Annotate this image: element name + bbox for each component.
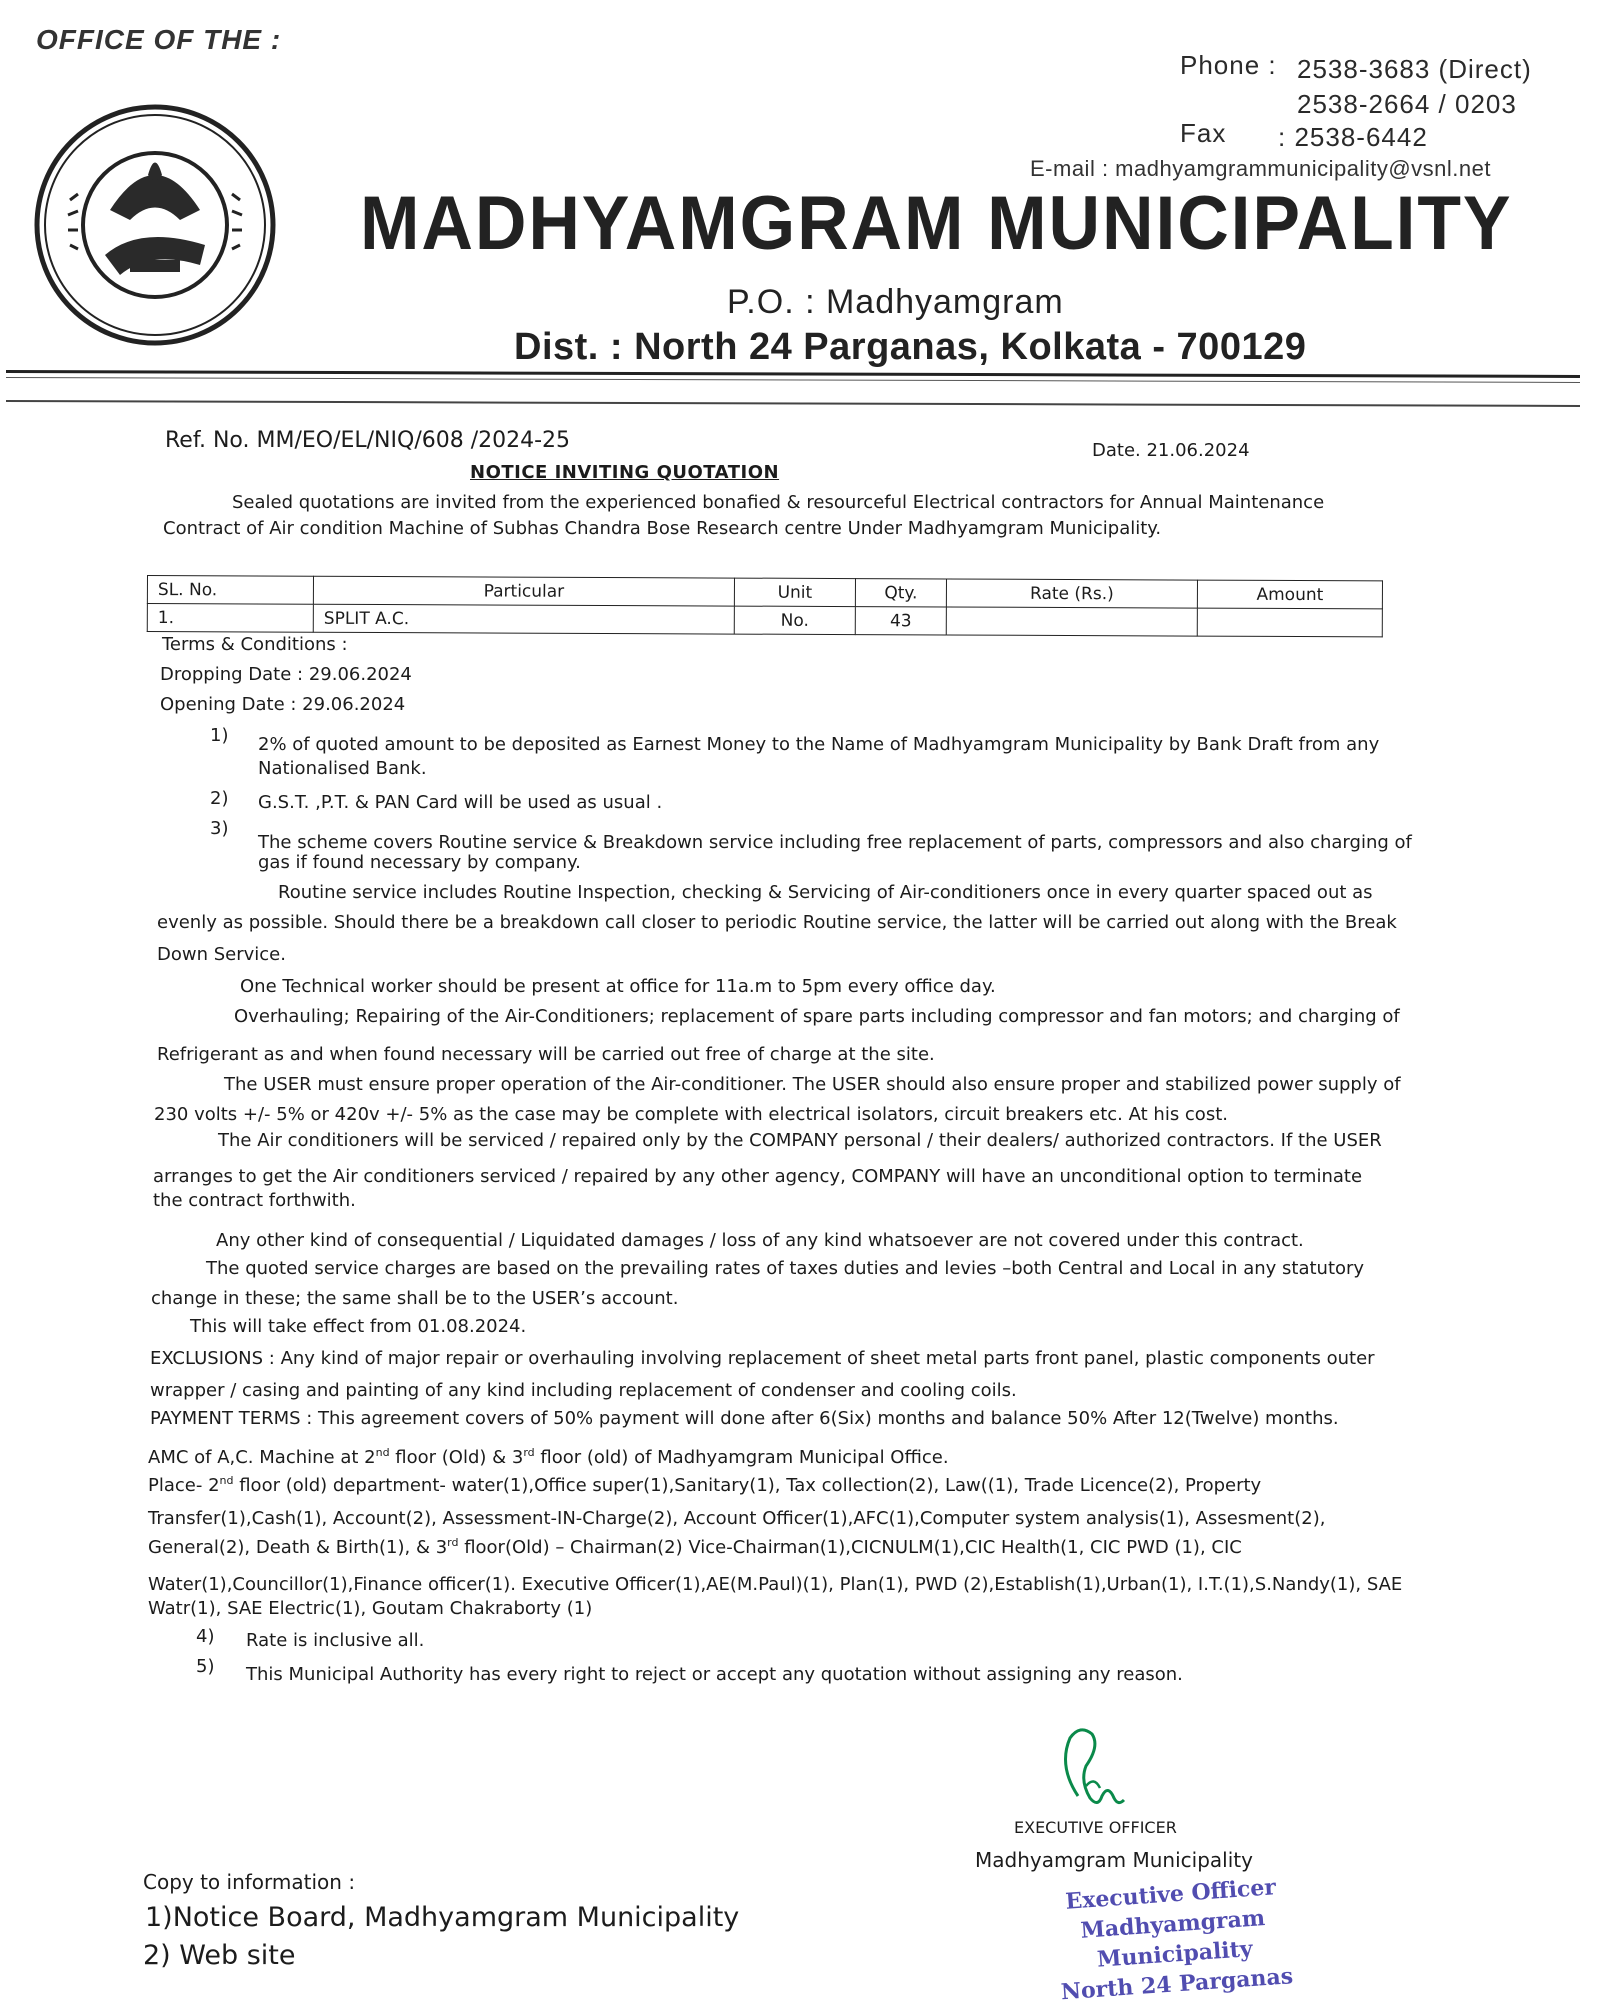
term-4: Rate is inclusive all. (246, 1630, 425, 1651)
term-number: 3) (210, 818, 229, 839)
damages-clause: Any other kind of consequential / Liquidated damages / loss of any kind whatsoever are not covered under this contract. (216, 1230, 1304, 1251)
stamp-line-3: North 24 Parganas (1060, 1963, 1294, 2006)
place-line-4: Water(1),Councillor(1),Finance officer(1). Executive Officer(1),AE(M.Paul)(1), Plan(1), PWD (2),Establish(1),Urban(1), I.T.(1),S.Nandy(1), SAE (148, 1574, 1403, 1595)
header-divider-thin (6, 377, 1580, 383)
copy-line-2: 2) Web site (143, 1940, 296, 1971)
table-header-qty: Qty. (855, 579, 946, 607)
term-number: 1) (210, 725, 229, 746)
post-office: P.O. : Madhyamgram (727, 283, 1064, 321)
place-text-a: Place- 2 (148, 1475, 220, 1496)
reference-number: Ref. No. MM/EO/EL/NIQ/608 /2024-25 (165, 428, 571, 453)
term-1-line-1: 2% of quoted amount to be deposited as Earnest Money to the Name of Madhyamgram Municipality by Bank Draft from any (258, 734, 1380, 755)
copy-heading: Copy to information : (143, 1870, 356, 1894)
term-number: 4) (196, 1626, 215, 1647)
table-header-particular: Particular (313, 576, 734, 606)
place-line-1 (148, 1474, 1261, 1496)
serviced-line-1: The Air conditioners will be serviced / repaired only by the COMPANY personal / their dealers/ authorized contractors. If the USER (218, 1130, 1382, 1151)
table-cell-unit: No. (734, 606, 855, 635)
email-address: E-mail : madhyamgrammunicipality@vsnl.net (1030, 156, 1491, 181)
signature-mark-icon (1050, 1726, 1130, 1816)
place-line-5: Watr(1), SAE Electric(1), Goutam Chakraborty (1) (148, 1598, 593, 1619)
table-cell-slno: 1. (147, 604, 313, 633)
table-cell-particular: SPLIT A.C. (313, 604, 734, 634)
signature-organization: Madhyamgram Municipality (975, 1848, 1253, 1872)
term-number: 2) (210, 788, 229, 809)
header-divider-lower (6, 400, 1580, 407)
amc-text-a: AMC of A,C. Machine at 2 (148, 1447, 376, 1468)
user-line-2: 230 volts +/- 5% or 420v +/- 5% as the case may be complete with electrical isolators, circuit breakers etc. At his cost. (154, 1104, 1228, 1125)
office-of-label: OFFICE OF THE : (36, 24, 282, 55)
place-line-2: Transfer(1),Cash(1), Account(2), Assessment-IN-Charge(2), Account Officer(1),AFC(1),Computer system analysis(1), Assesment(2), (148, 1508, 1326, 1529)
copy-line-1: 1)Notice Board, Madhyamgram Municipality (145, 1902, 740, 1933)
amc-text-c: floor (old) of Madhyamgram Municipal Office. (534, 1447, 949, 1468)
stamp-line-1: Executive Officer (1064, 1874, 1277, 1915)
routine-line-1: Routine service includes Routine Inspection, checking & Servicing of Air-conditioners once in every quarter spaced out as (278, 882, 1373, 903)
amc-location (148, 1446, 949, 1468)
term-5: This Municipal Authority has every right to reject or accept any quotation without assigning any reason. (246, 1664, 1183, 1685)
place-3-sup: rd (447, 1536, 459, 1549)
intro-line-1: Sealed quotations are invited from the experienced bonafied & resourceful Electrical contractors for Annual Maintenance (232, 492, 1325, 513)
table-header-amount: Amount (1197, 580, 1382, 609)
routine-line-2: evenly as possible. Should there be a breakdown call closer to periodic Routine service, the latter will be carried out along with the Break (157, 912, 1397, 933)
official-stamp (1020, 1869, 1328, 2010)
terms-heading: Terms & Conditions : (162, 634, 348, 655)
table-cell-amount (1197, 608, 1382, 637)
amc-sup-1: nd (375, 1446, 390, 1459)
municipality-seal-icon (30, 100, 280, 350)
opening-date: Opening Date : 29.06.2024 (160, 694, 406, 715)
amc-text-b: floor (Old) & 3 (389, 1447, 524, 1468)
table-cell-qty: 43 (855, 607, 946, 635)
dropping-date: Dropping Date : 29.06.2024 (160, 664, 412, 685)
table-row (147, 604, 1382, 637)
effective-date: This will take effect from 01.08.2024. (190, 1316, 527, 1337)
charges-line-2: change in these; the same shall be to the USER’s account. (151, 1288, 679, 1309)
phone-secondary: 2538-2664 / 0203 (1297, 89, 1517, 119)
table-header-unit: Unit (734, 578, 855, 607)
place-text-b: floor (old) department- water(1),Office super(1),Sanitary(1), Tax collection(2), Law((1), Trade Licence(2), Property (233, 1475, 1262, 1496)
quotation-table (147, 575, 1383, 637)
term-1-line-2: Nationalised Bank. (258, 758, 427, 779)
fax-label: Fax (1180, 118, 1227, 148)
technical-worker: One Technical worker should be present at office for 11a.m to 5pm every office day. (240, 976, 996, 997)
intro-line-2: Contract of Air condition Machine of Subhas Chandra Bose Research centre Under Madhyamgram Municipality. (163, 518, 1162, 539)
serviced-line-2: arranges to get the Air conditioners serviced / repaired by any other agency, COMPANY will have an unconditional option to terminate (153, 1166, 1363, 1187)
stamp-line-2: Madhyamgram Municipality (1079, 1905, 1266, 1973)
routine-line-3: Down Service. (157, 944, 286, 965)
executive-officer-title: EXECUTIVE OFFICER (1014, 1818, 1177, 1837)
place-3-text-b: floor(Old) – Chairman(2) Vice-Chairman(1),CICNULM(1),CIC Health(1, CIC PWD (1), CIC (458, 1537, 1242, 1558)
notice-heading: NOTICE INVITING QUOTATION (470, 462, 780, 483)
charges-line-1: The quoted service charges are based on the prevailing rates of taxes duties and levies –both Central and Local in any statutory (206, 1258, 1365, 1279)
overhaul-line-1: Overhauling; Repairing of the Air-Conditioners; replacement of spare parts including compressor and fan motors; and charging of (234, 1006, 1400, 1027)
user-line-1: The USER must ensure proper operation of the Air-conditioner. The USER should also ensure proper and stabilized power supply of (224, 1074, 1401, 1095)
payment-terms: PAYMENT TERMS : This agreement covers of 50% payment will done after 6(Six) months and balance 50% After 12(Twelve) months. (150, 1408, 1339, 1429)
amc-sup-2: rd (523, 1446, 535, 1459)
fax-value: : 2538-6442 (1278, 122, 1428, 152)
term-3-line-2: gas if found necessary by company. (258, 852, 581, 873)
place-sup: nd (219, 1474, 234, 1487)
term-2-line-1: G.S.T. ,P.T. & PAN Card will be used as usual . (258, 792, 663, 813)
place-3-text-a: General(2), Death & Birth(1), & 3 (148, 1537, 448, 1558)
exclusions-line-1: EXCLUSIONS : Any kind of major repair or overhauling involving replacement of sheet metal parts front panel, plastic components outer (150, 1348, 1375, 1369)
term-number: 5) (196, 1656, 215, 1677)
serviced-line-3: the contract forthwith. (153, 1190, 356, 1211)
overhaul-line-2: Refrigerant as and when found necessary will be carried out free of charge at the site. (157, 1044, 935, 1065)
municipality-name: MADHYAMGRAM MUNICIPALITY (360, 181, 1513, 266)
term-3-line-1: The scheme covers Routine service & Breakdown service including free replacement of parts, compressors and also charging of (258, 832, 1412, 853)
exclusions-line-2: wrapper / casing and painting of any kind including replacement of condenser and cooling coils. (150, 1380, 1017, 1401)
phone-direct: 2538-3683 (Direct) (1297, 54, 1532, 84)
table-header-slno: SL. No. (147, 576, 313, 605)
notice-date: Date. 21.06.2024 (1092, 440, 1250, 461)
phone-label: Phone : (1180, 50, 1277, 80)
table-cell-rate (946, 607, 1197, 636)
place-line-3 (148, 1536, 1242, 1558)
table-header-rate: Rate (Rs.) (946, 579, 1197, 608)
district-address: Dist. : North 24 Parganas, Kolkata - 700129 (514, 326, 1307, 368)
